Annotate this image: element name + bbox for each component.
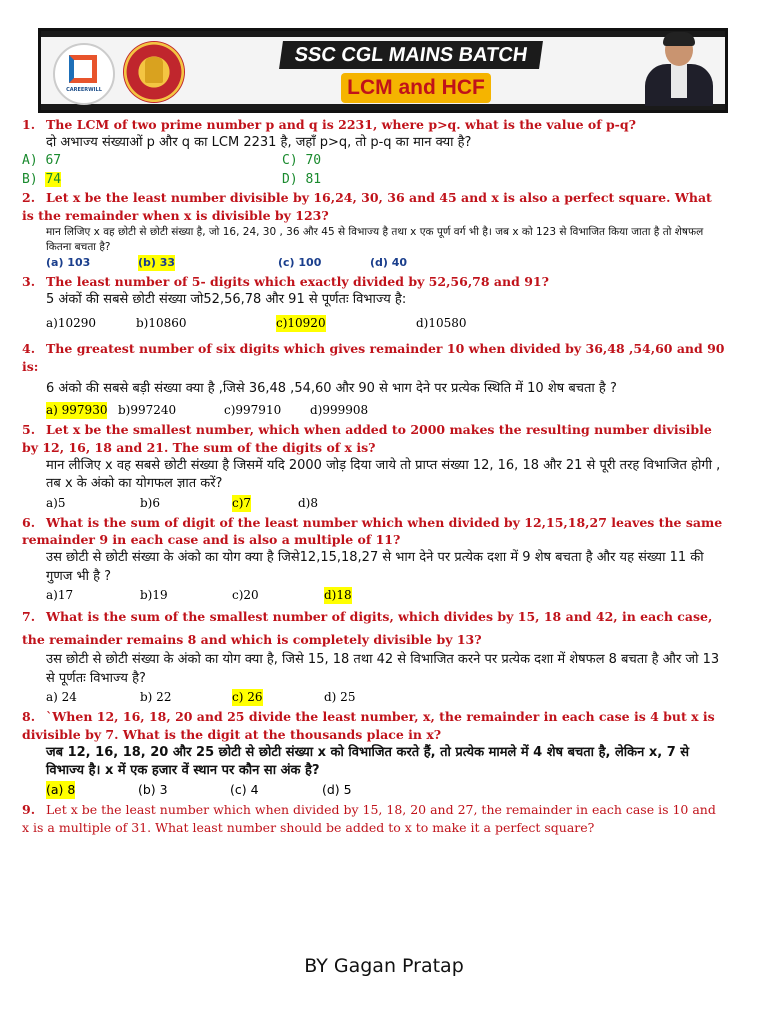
careerwill-logo [53,43,115,105]
question-text-hi: 5 अंकों की सबसे छोटी संख्या जो52,56,78 और 91 से पूर्णतः विभाज्य है: [46,291,407,307]
option-d: d)10580 [416,316,467,331]
option-c: c)20 [232,588,259,603]
question-3 [22,273,726,332]
header-banner [38,28,728,113]
question-number: 5. [22,422,36,438]
question-text-en: `When 12, 16, 18, 20 and 25 divide the least number, x, the remainder in each case is 4 but x is divisible by 7. What is the digit at the thousands place in x? [22,709,715,742]
banner-title: SSC CGL MAINS BATCH [279,41,543,69]
question-8 [22,708,726,799]
options [22,152,726,189]
options [46,587,726,604]
question-1 [22,116,726,189]
question-2 [22,189,726,271]
question-text-en: The least number of 5- digits which exactly divided by 52,56,78 and 91? [46,274,549,290]
question-number: 2. [22,190,36,206]
question-text-en: Let x be the least number divisible by 16,24, 30, 36 and 45 and x is also a perfect square. What is the remainder when x is divisible by 123? [22,190,712,223]
question-text-en: Let x be the smallest number, which when added to 2000 makes the resulting number divisible by 12, 16, 18 and 21. The sum of the digits of x is? [22,422,712,455]
option-d: (d) 5 [322,782,352,798]
option-a: A) 67 [22,153,62,169]
question-7 [22,606,726,706]
option-d: (d) 40 [370,256,408,270]
banner-top-stripe [41,31,725,37]
option-b: B) 74 [22,171,62,187]
option-c: (c) 100 [278,256,322,270]
question-text-hi: मान लिजिए x वह छोटी से छोटी संख्या है, जो 16, 24, 30 , 36 और 45 से विभाज्य है तथा x एक पूर्ण वर्ग भी है। जब x को 123 से विभाजित किया जाता है तो शेषफल कितना बचता है? [46,225,704,253]
question-text-en: Let x be the least number which when divided by 15, 18, 20 and 27, the remainder in each case is 10 and x is a multiple of 31. What least number should be added to x to make it a perfect square? [22,802,716,835]
question-number: 3. [22,274,36,290]
question-list [22,116,726,837]
options [46,781,726,799]
option-c: c)10920 [276,315,326,332]
banner-bottom-stripe [41,104,725,110]
question-text-en: The greatest number of six digits which gives remainder 10 when divided by 36,48 ,54,60 and 90 is: [22,341,725,375]
option-b: b) 22 [140,690,172,705]
option-b: (b) 33 [138,256,176,270]
ssc-emblem-icon [123,41,185,103]
question-text-hi: जब 12, 16, 18, 20 और 25 छोटी से छोटी संख्या x को विभाजित करते हैं, तो प्रत्येक मामले में 4 शेष बचता है, लेकिन x, 7 से विभाज्य है। x में एक हजार वें स्थान पर कौन सा अंक है? [46,744,690,779]
logo-mark-icon [69,55,97,83]
question-9 [22,801,726,837]
option-b: (b) 3 [138,782,168,798]
banner-subtitle: LCM and HCF [341,73,491,103]
options [46,255,726,271]
option-c: c) 26 [232,689,263,706]
question-5 [22,421,726,511]
question-text-en: What is the sum of the smallest number of digits, which divides by 15, 18 and 42, in each case, the remainder remains 8 and which is completely divisible by 13? [22,609,713,647]
option-a: a)17 [46,588,74,603]
question-4 [22,340,726,419]
question-number: 8. [22,709,36,725]
option-b: b)997240 [118,403,177,418]
question-number: 1. [22,117,36,132]
question-text-hi: 6 अंको की सबसे बड़ी संख्या क्या है ,जिसे 36,48 ,54,60 और 90 से भाग देने पर प्रत्येक स्थिति में 10 शेष बचता है ? [46,380,617,396]
question-text-en: What is the sum of digit of the least number which when divided by 12,15,18,27 leaves the same remainder 9 in each case and is also a multiple of 11? [22,514,723,548]
option-a: a) 997930 [46,402,107,419]
question-number: 7. [22,609,36,625]
option-b: b)10860 [136,316,187,331]
options [46,495,726,512]
option-a: a)5 [46,495,66,510]
option-d: d)999908 [310,403,369,418]
option-d: d)8 [298,495,318,510]
option-c: c)7 [232,495,251,512]
question-number: 9. [22,802,36,818]
option-c: (c) 4 [230,782,259,798]
options [46,315,726,332]
option-a: (a) 103 [46,256,91,270]
options [46,402,726,419]
teacher-photo [641,34,717,106]
footer-author: BY Gagan Pratap [304,955,464,977]
question-6 [22,514,726,604]
question-text-hi: उस छोटी से छोटी संख्या के अंको का योग क्या है जिसे12,15,18,27 से भाग देने पर प्रत्येक दशा में 9 शेष बचता है और यह संख्या 11 की गुणज भी है ? [46,550,704,584]
option-a: a) 24 [46,690,77,705]
question-text-en: The LCM of two prime number p and q is 2231, where p>q. what is the value of p-q? [46,117,636,132]
option-b: b)19 [140,588,168,603]
option-c: c)997910 [224,403,282,418]
correct-answer-highlight: 74 [45,171,62,187]
question-text-hi: दो अभाज्य संख्याओं p और q का LCM 2231 है, जहाँ p>q, तो p-q का मान क्या है? [46,134,472,150]
option-d: d) 25 [324,690,356,705]
option-a: (a) 8 [46,782,76,798]
options [46,689,726,706]
option-d: d)18 [324,587,352,604]
option-d: D) 81 [282,171,322,187]
logo-text: CAREERWILL [66,87,102,93]
option-a: a)10290 [46,316,97,331]
question-text-hi: उस छोटी से छोटी संख्या के अंको का योग क्या है, जिसे 15, 18 तथा 42 से विभाजित करने पर प्रत्येक दशा में शेषफल 8 बचता है और जो 13 से पूर्णतः विभाज्य है? [46,652,720,686]
question-text-hi: मान लीजिए x वह सबसे छोटी संख्या है जिसमें यदि 2000 जोड़ दिया जाये तो प्राप्त संख्या 12, 16, 18 और 21 से पूरी तरह विभाजित होगी , तब x के अंको का योगफल ज्ञात करें? [46,457,721,492]
option-c: C) 70 [282,153,322,169]
option-b: b)6 [140,495,160,510]
question-number: 6. [22,514,36,530]
question-number: 4. [22,341,36,357]
